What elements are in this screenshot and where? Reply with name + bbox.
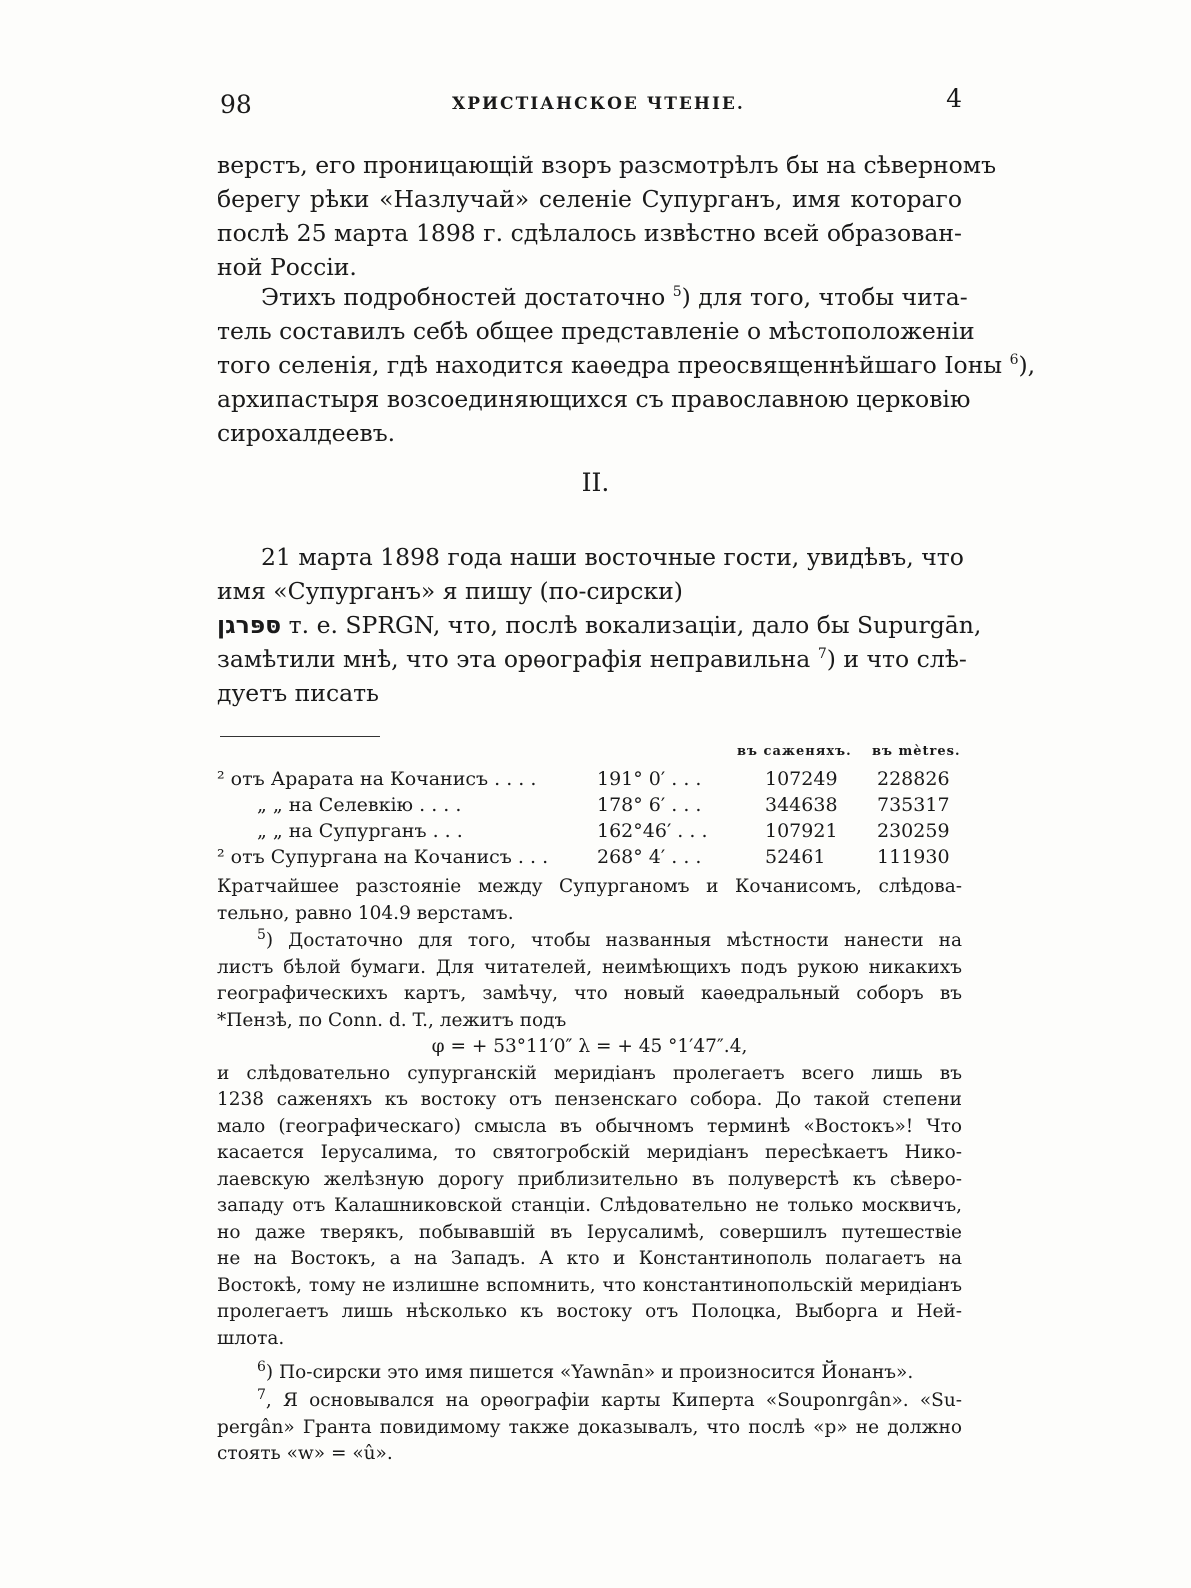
footnote-5: [217, 928, 962, 1352]
text-line: сирохалдеевъ.: [217, 419, 396, 447]
footnote-line: стоять «w» = «û».: [217, 1443, 393, 1464]
text-line: ной Россіи.: [217, 253, 357, 281]
footnote-divider: [220, 736, 380, 737]
footnote-line: $^5$) Достаточно для того, чтобы названныя мѣстности нанести на: [257, 926, 962, 951]
footnote-marker: 7: [257, 1386, 266, 1403]
sheet-number: 4: [946, 84, 962, 113]
coordinates-formula: φ = + 53°11′0″ λ = + 45 °1′47″.4,: [431, 1036, 748, 1057]
footnote-marker: 5: [257, 926, 266, 943]
footnote-line: тельно, равно 104.9 верстамъ.: [217, 902, 514, 924]
page-number: 98: [220, 90, 252, 119]
running-title: ХРИСТІАНСКОЕ ЧТЕНІЕ.: [452, 94, 745, 114]
footnote-line: *Пензѣ, по Conn. d. T., лежитъ подъ: [217, 1009, 567, 1031]
footnote-line: pergân» Гранта повидимому также доказывалъ, что послѣ «р» не должно: [217, 1416, 962, 1438]
footnote-7: [217, 1388, 962, 1468]
distance-table-header: [217, 744, 962, 762]
text-line: замѣтили мнѣ, что эта орѳографія неправильна $^7$) и что слѣ-: [217, 645, 967, 673]
footnote-line: $^6$) По-сирски это имя пишется «Yawnān» и произносится Йонанъ».: [257, 1358, 914, 1383]
text-line: послѣ 25 марта 1898 г. сдѣлалось извѣстно всей образован-: [217, 219, 962, 247]
text-line: архипастыря возсоединяющихся съ православною церковію: [217, 385, 971, 413]
table-row: „ „ на Селевкію . . . . 178° 6′ . . . 344638 735317: [257, 794, 950, 816]
text-line: дуетъ писать: [217, 679, 379, 707]
footnote-line: мало (географическаго) смысла въ обычномъ терминѣ «Востокъ»! Что: [217, 1115, 962, 1137]
text-line: того селенія, гдѣ находится каѳедра преосвященнѣйшаго Іоны $^6$),: [217, 351, 1036, 379]
footnote-ref-6: 6: [1009, 352, 1019, 369]
text-line: Этихъ подробностей достаточно $^5$) для того, чтобы чита-: [261, 283, 968, 311]
footnote-line: касается Іерусалима, то святогробскій меридіанъ пересѣкаетъ Нико-: [217, 1142, 962, 1163]
footnote-line: и слѣдовательно супурганскій меридіанъ пролегаетъ всего лишь въ: [217, 1062, 962, 1084]
footnote-line: $^7$, Я основывался на орѳографіи карты Киперта «Souponrgân». «Su-: [257, 1386, 962, 1411]
footnote-line: лаевскую желѣзную дорогу приблизительно въ полуверстѣ къ сѣверо-: [217, 1168, 962, 1190]
text-line: 21 марта 1898 года наши восточные гости, увидѣвъ, что: [261, 543, 964, 571]
footnote-line: листъ бѣлой бумаги. Для читателей, неимѣющихъ подъ рукою никакихъ: [217, 956, 962, 978]
table-row: ² отъ Арарата на Кочанисъ . . . . 191° 0′ . . . 107249 228826: [217, 768, 950, 790]
section-heading: II.: [581, 468, 610, 497]
table-row: „ „ на Супурганъ . . . 162°46′ . . . 107921 230259: [257, 820, 950, 842]
col-header-sazhen: въ саженяхъ.: [737, 744, 852, 759]
footnote-line: 1238 саженяхъ къ востоку отъ пензенскаго собора. До такой степени: [217, 1089, 962, 1110]
footnote-line: Кратчайшее разстояніе между Супурганомъ и Кочанисомъ, слѣдова-: [217, 876, 962, 897]
footnote-6: [217, 1360, 962, 1387]
footnote-line: западу отъ Калашниковской станціи. Слѣдовательно не только москвичъ,: [217, 1195, 962, 1216]
footnote-ref-7: 7: [817, 646, 827, 663]
text-line: סּפּרגן т. е. SPRGN, что, послѣ вокализаціи, дало бы Supurgān,: [217, 611, 982, 639]
footnote-line: Востокѣ, тому не излишне вспомнить, что константинопольскій меридіанъ: [217, 1274, 962, 1296]
paragraph-1: [217, 148, 997, 284]
footnote-line: но даже тверякъ, побывавшій въ Іерусалимѣ, совершилъ путешествіе: [217, 1221, 962, 1243]
paragraph-2: [217, 280, 1036, 450]
text-line: тель составилъ себѣ общее представленіе о мѣстоположеніи: [217, 317, 975, 345]
text-line: верстъ, его проницающій взоръ разсмотрѣлъ бы на сѣверномъ: [217, 151, 997, 179]
text-line: берегу рѣки «Назлучай» селеніе Супурганъ, имя котораго: [217, 185, 962, 213]
footnote-ref-5: 5: [672, 284, 682, 301]
table-row: ² отъ Супургана на Кочанисъ . . . 268° 4′ . . . 52461 111930: [217, 846, 950, 868]
footnote-line: пролегаетъ лишь нѣсколько къ востоку отъ Полоцка, Выборга и Ней-: [217, 1301, 962, 1322]
footnote-line: не на Востокъ, а на Западъ. А кто и Константинополь полагаетъ на: [217, 1248, 962, 1269]
page-header: [220, 84, 962, 128]
footnote-line: географическихъ картъ, замѣчу, что новый каѳедральный соборъ въ: [217, 983, 962, 1004]
footnote-4-continued: [217, 874, 962, 927]
paragraph-3: [217, 540, 982, 710]
col-header-metres: въ mètres.: [872, 744, 961, 759]
footnote-line: шлота.: [217, 1327, 285, 1349]
hebrew-word: סּפּרגן: [217, 611, 282, 639]
text-line: имя «Супурганъ» я пишу (по-сирски): [217, 577, 683, 605]
footnote-marker: 6: [257, 1358, 266, 1375]
